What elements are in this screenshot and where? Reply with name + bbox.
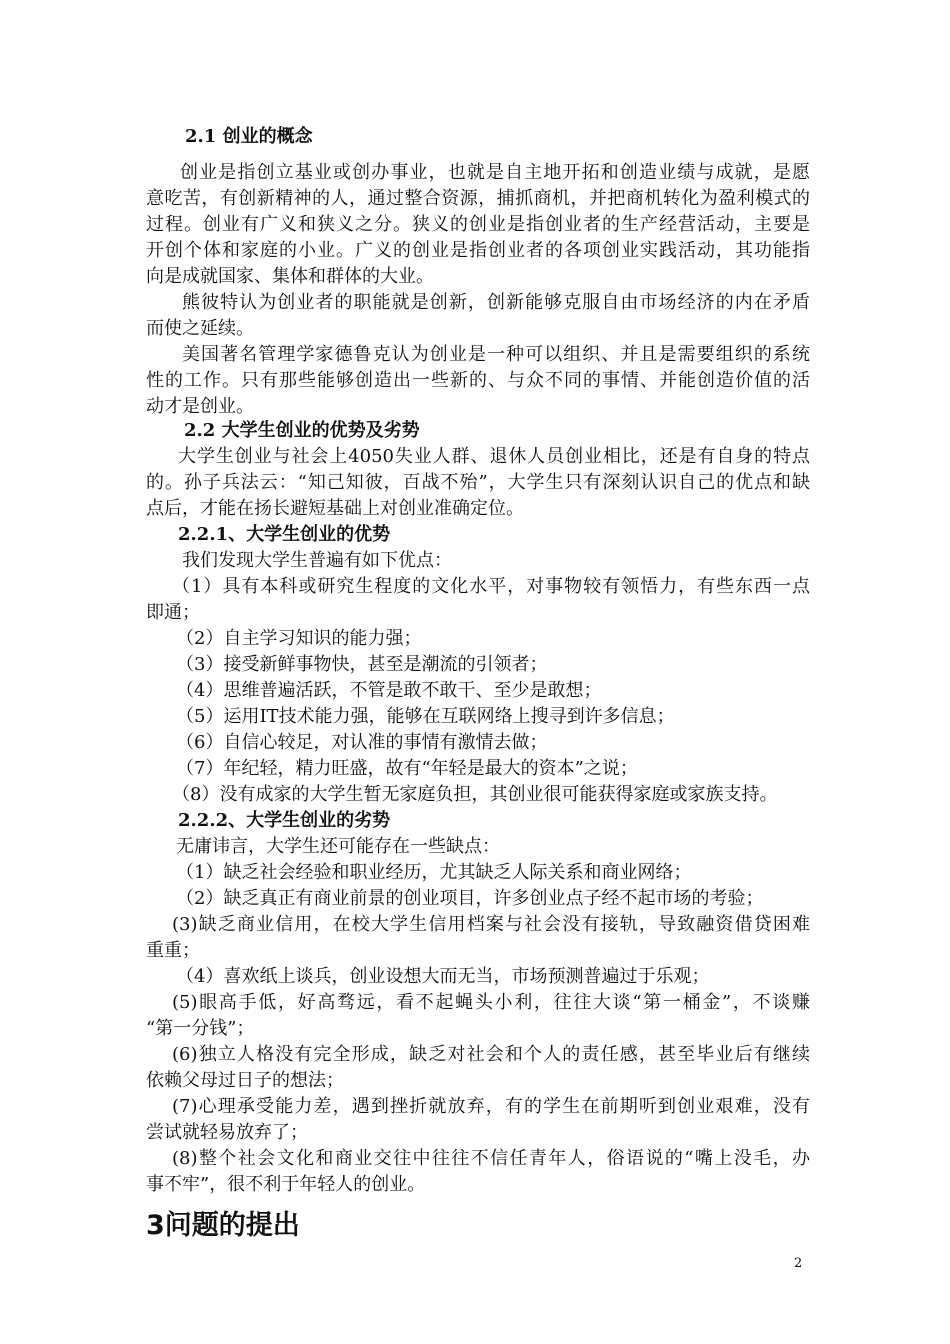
paragraph-line: 向是成就国家、集体和群体的大业。 (146, 266, 434, 287)
paragraph-line: 创业是指创立基业或创办事业，也就是自主地开拓和创造业绩与成就，是愿 (180, 162, 810, 183)
paragraph-line: 我们发现大学生普遍有如下优点： (182, 550, 452, 571)
list-item: （1）具有本科或研究生程度的文化水平，对事物较有领悟力，有些东西一点 (172, 576, 810, 597)
list-item: （4）喜欢纸上谈兵，创业设想大而无当，市场预测普遍过于乐观； (176, 966, 710, 987)
chapter-heading-3: 3问题的提出 (146, 1210, 300, 1241)
paragraph-line: 过程。创业有广义和狭义之分。狭义的创业是指创业者的生产经营活动，主要是 (146, 214, 810, 235)
paragraph-line: 大学生创业与社会上4050失业人群、退休人员创业相比，还是有自身的特点 (178, 446, 810, 467)
list-item: (8)整个社会文化和商业交往中往往不信任青年人，俗语说的“嘴上没毛，办 (172, 1148, 810, 1169)
list-item: “第一分钱”； (146, 1018, 255, 1039)
paragraph-line: 动才是创业。 (146, 396, 254, 417)
paragraph-line: 熊彼特认为创业者的职能就是创新，创新能够克服自由市场经济的内在矛盾 (182, 292, 810, 313)
paragraph-line: 性的工作。只有那些能够创造出一些新的、与众不同的事情、并能创造价值的活 (146, 370, 810, 391)
list-item: （2）自主学习知识的能力强； (176, 628, 422, 649)
list-item: (3)缺乏商业信用，在校大学生信用档案与社会没有接轨，导致融资借贷困难 (172, 914, 810, 935)
paragraph-line: 点后，才能在扬长避短基础上对创业准确定位。 (146, 498, 524, 519)
list-item: （3）接受新鲜事物快，甚至是潮流的引领者； (176, 654, 548, 675)
list-item: 即通； (146, 602, 200, 623)
list-item: (5)眼高手低，好高骛远，看不起蝇头小利，往往大谈“第一桶金”，不谈赚 (172, 992, 810, 1013)
paragraph-line: 美国著名管理学家德鲁克认为创业是一种可以组织、并且是需要组织的系统 (182, 344, 810, 365)
list-item: （6）自信心较足，对认准的事情有激情去做； (176, 732, 548, 753)
page-number: 2 (794, 1256, 803, 1271)
paragraph-line: 的。孙子兵法云：“知己知彼，百战不殆”，大学生只有深刻认识自己的优点和缺 (146, 472, 810, 493)
list-item: （7）年纪轻，精力旺盛，故有“年轻是最大的资本”之说； (176, 758, 638, 779)
paragraph-line: 开创个体和家庭的小业。广义的创业是指创业者的各项创业实践活动，其功能指 (146, 240, 810, 261)
section-heading-2-2-1: 2.2.1、大学生创业的优势 (178, 524, 391, 545)
list-item: （4）思维普遍活跃，不管是敢不敢干、至少是敢想； (176, 680, 602, 701)
list-item: 事不牢”，很不利于年轻人的创业。 (146, 1174, 426, 1195)
paragraph-line: 而使之延续。 (146, 318, 254, 339)
paragraph-line: 无庸讳言，大学生还可能存在一些缺点： (176, 836, 500, 857)
list-item: （8）没有成家的大学生暂无家庭负担，其创业很可能获得家庭或家族支持。 (172, 784, 778, 805)
list-item: (7)心理承受能力差，遇到挫折就放弃，有的学生在前期听到创业艰难，没有 (172, 1096, 810, 1117)
list-item: （5）运用IT技术能力强，能够在互联网络上搜寻到许多信息； (176, 706, 675, 727)
list-item: (6)独立人格没有完全形成，缺乏对社会和个人的责任感，甚至毕业后有继续 (172, 1044, 810, 1065)
section-heading-2-1: 2.1 创业的概念 (185, 126, 313, 147)
paragraph-line: 意吃苦，有创新精神的人，通过整合资源，捕抓商机，并把商机转化为盈利模式的 (146, 188, 810, 209)
list-item: （1）缺乏社会经验和职业经历，尤其缺乏人际关系和商业网络； (176, 862, 692, 883)
list-item: 重重； (146, 940, 200, 961)
list-item: （2）缺乏真正有商业前景的创业项目，许多创业点子经不起市场的考验； (176, 888, 764, 909)
section-heading-2-2: 2.2 大学生创业的优势及劣势 (184, 420, 420, 441)
section-heading-2-2-2: 2.2.2、大学生创业的劣势 (178, 810, 391, 831)
list-item: 尝试就轻易放弃了； (146, 1122, 308, 1143)
list-item: 依赖父母过日子的想法； (146, 1070, 344, 1091)
